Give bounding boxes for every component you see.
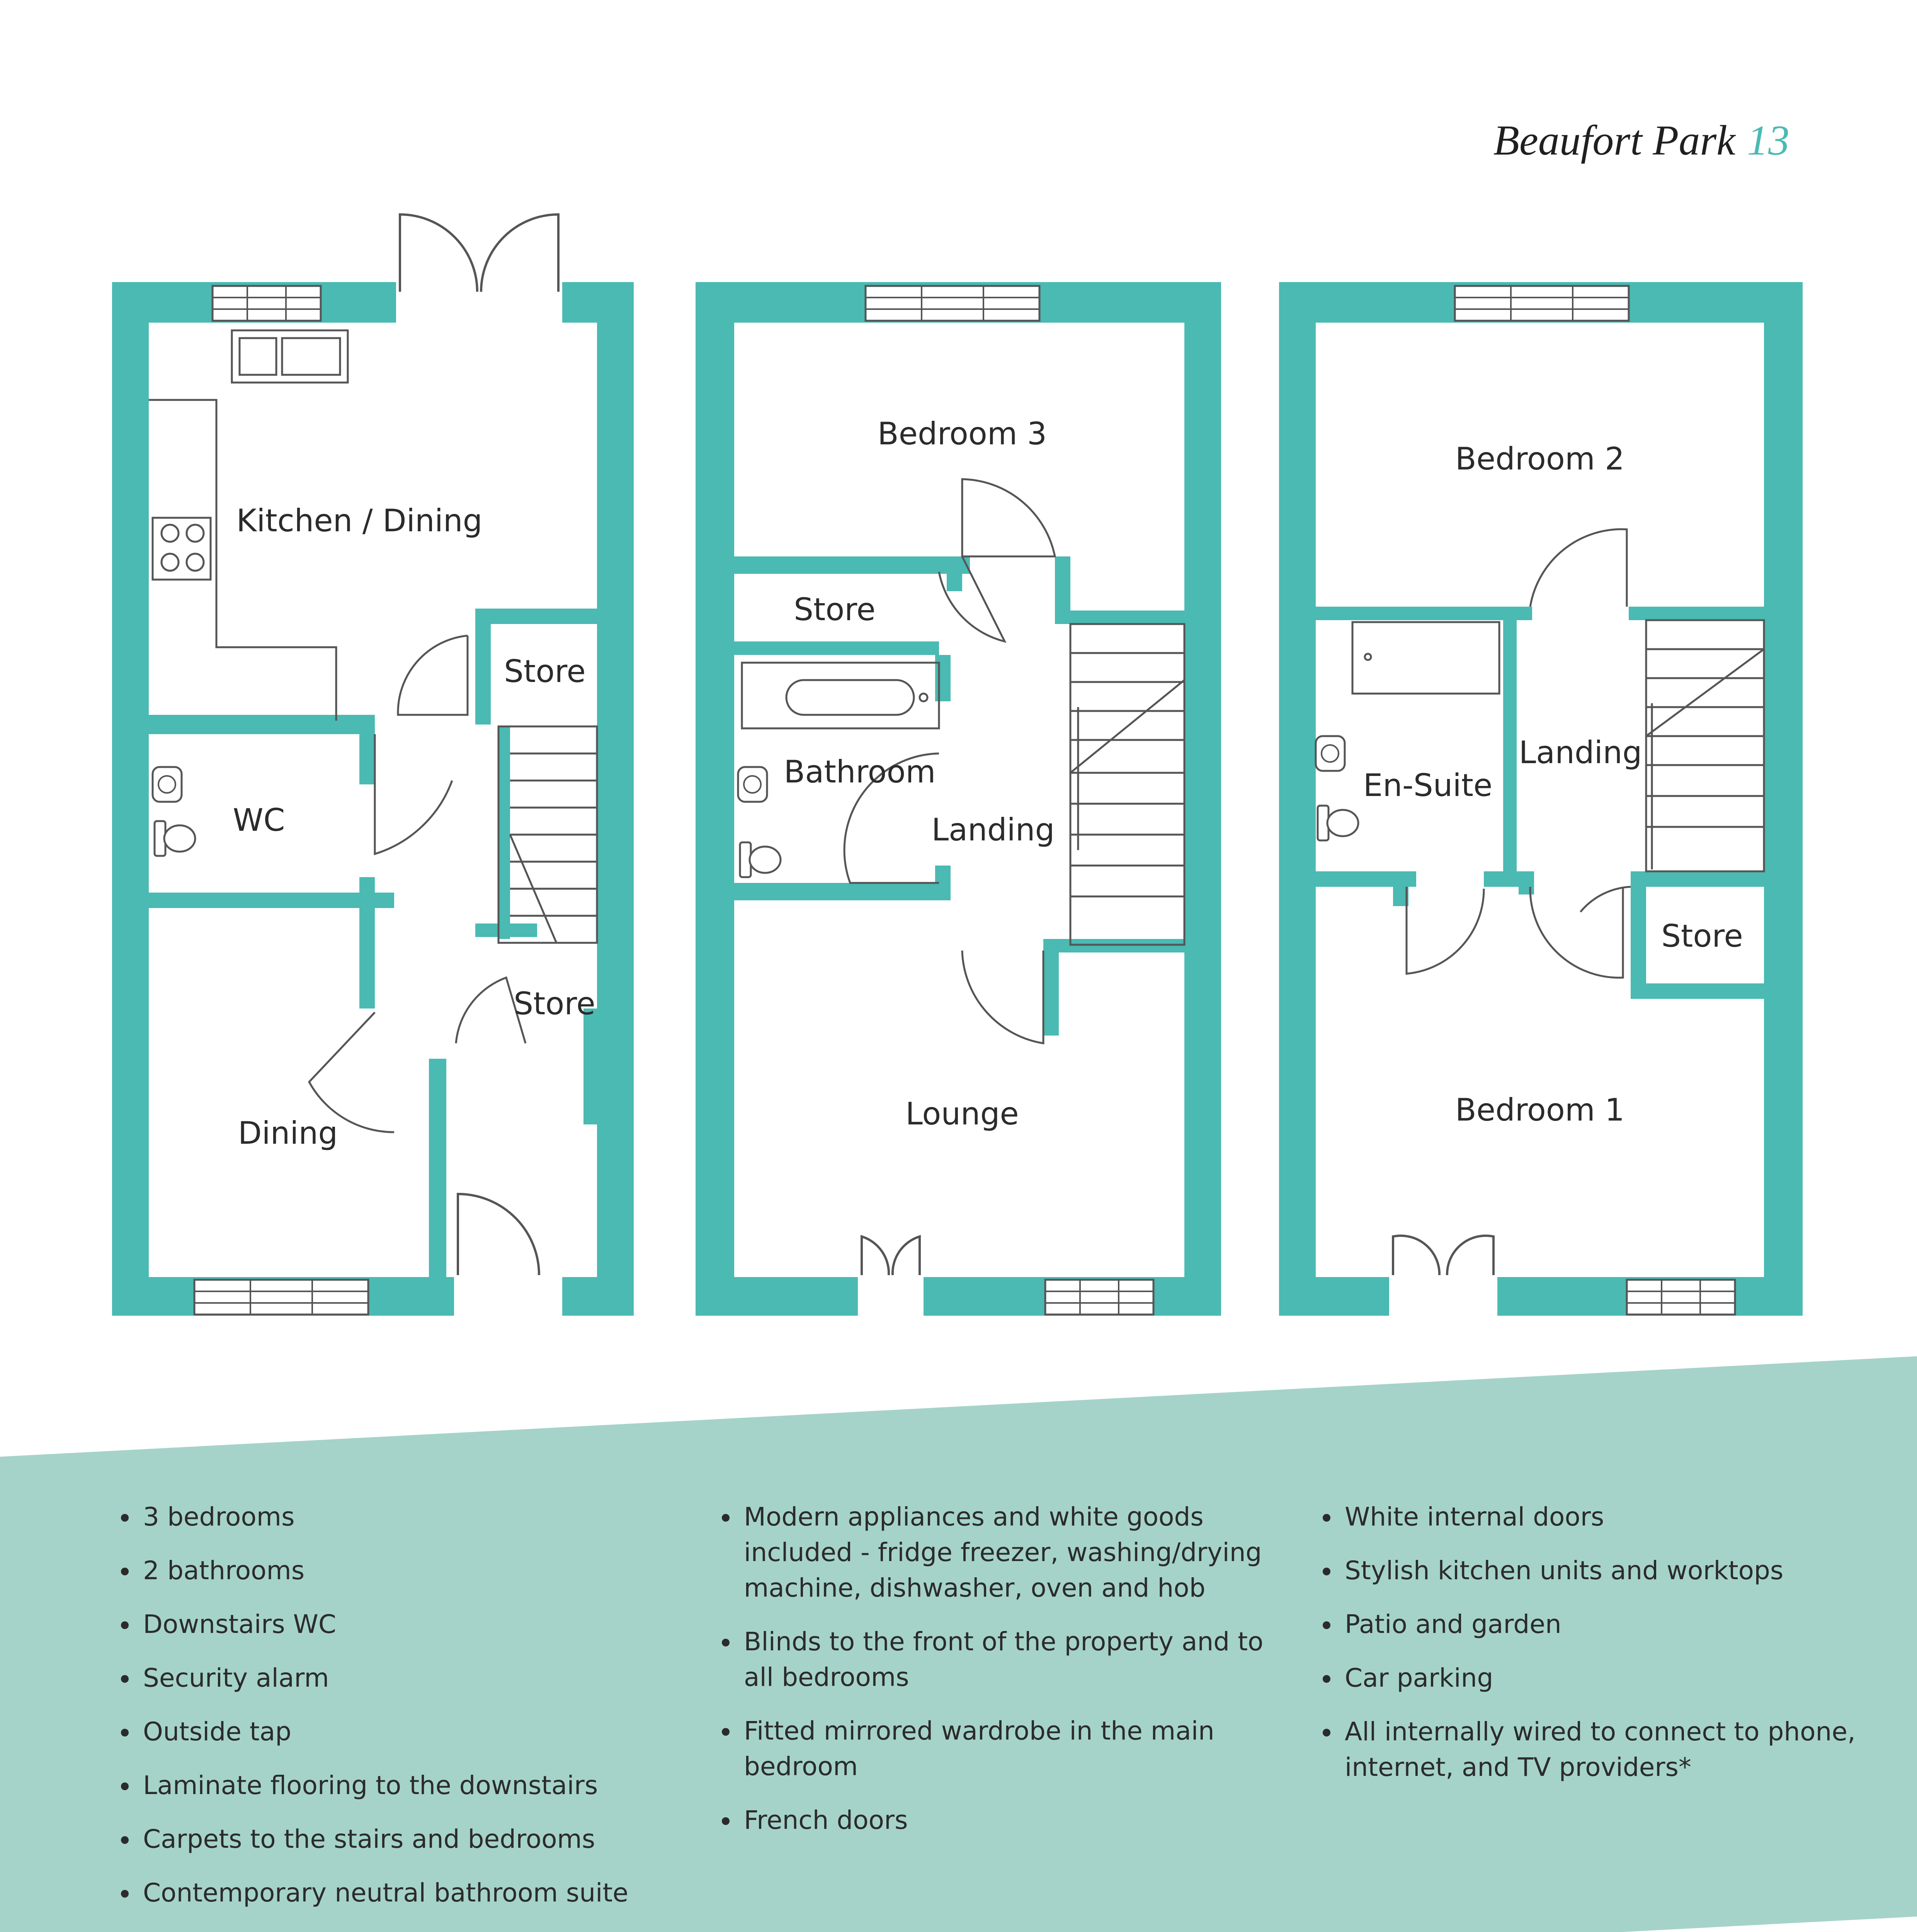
label-wc: WC [233, 802, 285, 838]
ground-floor-plan [112, 214, 634, 1321]
features-list-1 [97, 1499, 661, 1929]
label-en-suite: En-Suite [1363, 767, 1493, 803]
feature-item: • French doors [740, 1803, 1273, 1838]
feature-item: • Security alarm [139, 1660, 661, 1696]
label-store: Store [794, 592, 876, 628]
feature-item: • Contemporary neutral bathroom suite [139, 1875, 661, 1911]
label-dining: Dining [238, 1115, 338, 1151]
feature-item: • Modern appliances and white goods included - fridge freezer, washing/drying machine, dishwasher, oven and hob [740, 1499, 1273, 1606]
features-list-3 [1298, 1499, 1882, 1803]
label-store-lower: Store [514, 986, 595, 1022]
feature-item: • Blinds to the front of the property and to all bedrooms [740, 1624, 1273, 1695]
feature-item: • Carpets to the stairs and bedrooms [139, 1821, 661, 1857]
feature-item: • Stylish kitchen units and worktops [1341, 1553, 1882, 1588]
second-floor-plan [1279, 282, 1803, 1321]
label-store-upper: Store [504, 653, 586, 689]
feature-item: • Car parking [1341, 1660, 1882, 1696]
feature-item: • Outside tap [139, 1714, 661, 1750]
feature-item: • 3 bedrooms [139, 1499, 661, 1535]
feature-item: • Laminate flooring to the downstairs [139, 1768, 661, 1803]
features-list-2 [697, 1499, 1273, 1856]
feature-item: • Patio and garden [1341, 1607, 1882, 1642]
label-store: Store [1661, 918, 1743, 954]
page-number: 13 [1747, 117, 1789, 164]
label-bedroom-3: Bedroom 3 [877, 416, 1047, 452]
development-name: Beaufort Park [1493, 117, 1735, 164]
feature-item: • 2 bathrooms [139, 1553, 661, 1588]
feature-item: • White internal doors [1341, 1499, 1882, 1535]
first-floor-plan [696, 282, 1221, 1321]
feature-item: • All internally wired to connect to phone, internet, and TV providers* [1341, 1714, 1882, 1785]
label-bathroom: Bathroom [784, 754, 936, 790]
label-lounge: Lounge [905, 1096, 1019, 1132]
label-landing: Landing [1519, 735, 1642, 770]
label-kitchen-dining: Kitchen / Dining [236, 503, 483, 539]
feature-item: • Downstairs WC [139, 1607, 661, 1642]
label-bedroom-2: Bedroom 2 [1455, 441, 1625, 477]
ground-floor-outer-wall [112, 282, 634, 1316]
second-floor-outer-wall [1279, 282, 1803, 1316]
feature-item: • Fitted mirrored wardrobe in the main bedroom [740, 1713, 1273, 1784]
label-landing: Landing [931, 812, 1055, 848]
label-bedroom-1: Bedroom 1 [1455, 1092, 1625, 1128]
